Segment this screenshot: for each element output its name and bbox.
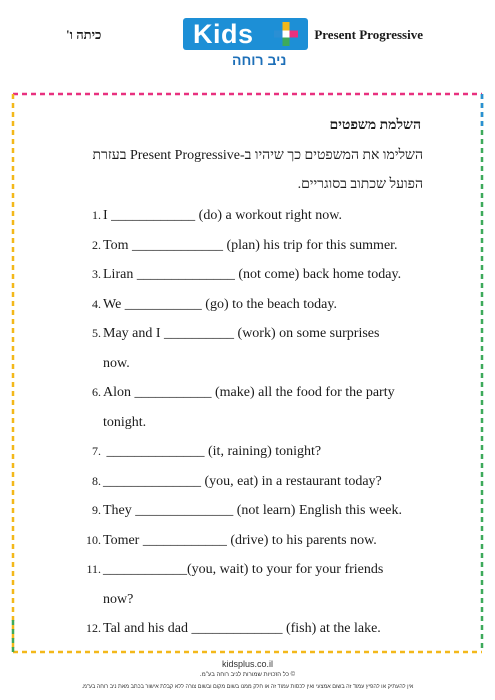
section-title: השלמת משפטים: [329, 118, 421, 133]
instruction-line-2: הפועל שכתוב בסוגריים.: [297, 177, 423, 192]
question-6-continuation: tonight.: [103, 415, 147, 430]
question-text: Liran ______________ (not come) back home today.: [103, 267, 402, 282]
question-number: 2.: [92, 238, 101, 252]
footer-website: kidsplus.co.il: [221, 659, 274, 669]
question-text: We ___________ (go) to the beach today.: [103, 297, 337, 312]
logo-subtitle: ניב רוחה: [232, 52, 287, 68]
question-9: [84, 503, 402, 519]
question-number: 3.: [92, 267, 101, 281]
question-6: [84, 385, 395, 401]
footer-legal-notice: אין להעתיק או להפיץ עמוד זה בשום אמצעי ואין לכסות עמוד זה או חלק ממנו בשום מקום ובשום צורה ללא קבלת אישור בכתב מאת ניב רוחה בע"מ.: [81, 684, 414, 690]
question-5-continuation: now.: [103, 356, 130, 371]
question-8: [84, 474, 382, 490]
question-number: 5.: [92, 326, 101, 340]
question-number: 10.: [86, 533, 101, 547]
question-number: 8.: [92, 474, 101, 488]
question-text: ______________ (it, raining) tonight?: [103, 444, 322, 459]
question-number: 4.: [92, 297, 101, 311]
question-number: 11.: [86, 562, 101, 576]
question-4: [84, 297, 337, 313]
footer-copyright: © כל הזכויות שמורות לניב רוחה בע"מ.: [199, 672, 296, 678]
question-text: Alon ___________ (make) all the food for the party: [103, 385, 395, 400]
question-number: 1.: [92, 208, 101, 222]
question-11: [84, 562, 383, 578]
question-number: 12.: [86, 621, 101, 635]
question-text: ______________ (you, eat) in a restaurant today?: [103, 474, 382, 489]
instruction-line-1: השלימו את המשפטים כך שיהיו ב-Present Progressive בעזרת: [92, 148, 423, 163]
question-text: They ______________ (not learn) English this week.: [103, 503, 403, 518]
question-5: [84, 326, 379, 342]
logo-word: Kids: [193, 19, 254, 49]
grade-label: כיתה ו': [66, 27, 102, 42]
question-text: May and I __________ (work) on some surprises: [103, 326, 380, 341]
question-7: [84, 444, 321, 460]
question-text: Tomer ____________ (drive) to his parents now.: [103, 533, 377, 548]
question-2: [84, 238, 398, 254]
question-number: 7.: [92, 444, 101, 458]
subject-label: Present Progressive: [314, 27, 423, 42]
question-text: I ____________ (do) a workout right now.: [103, 208, 343, 223]
question-number: 9.: [92, 503, 101, 517]
question-12: [84, 621, 381, 637]
question-10: [84, 533, 377, 549]
question-number: 6.: [92, 385, 101, 399]
question-text: ____________(you, wait) to your for your friends: [103, 562, 384, 577]
question-text: Tom _____________ (plan) his trip for this summer.: [103, 238, 398, 253]
question-1: [84, 208, 342, 224]
question-11-continuation: now?: [103, 592, 134, 607]
question-text: Tal and his dad _____________ (fish) at the lake.: [103, 621, 381, 636]
question-3: [84, 267, 401, 283]
